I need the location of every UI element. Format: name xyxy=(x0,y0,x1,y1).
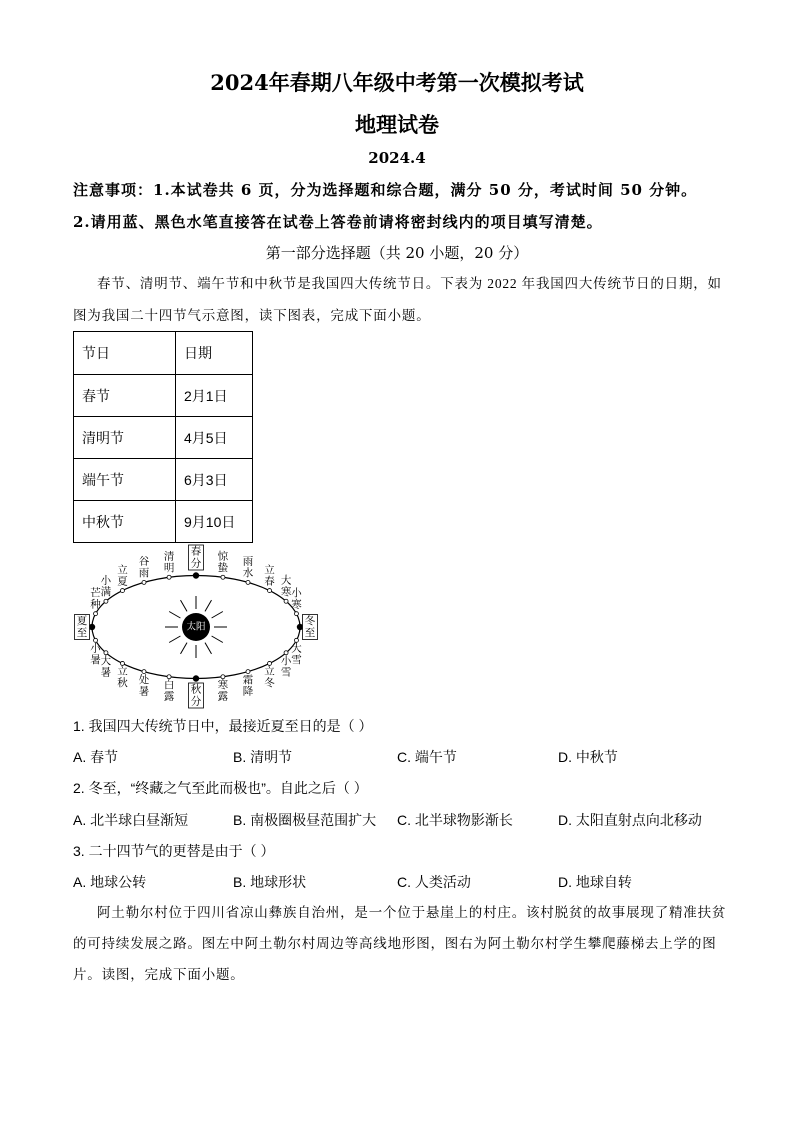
question-1-option-a: A. 春节 xyxy=(73,749,119,765)
major-solar-term-label: 冬至 xyxy=(304,615,316,639)
solar-term-label: 立冬 xyxy=(264,665,275,690)
major-solar-term-label: 秋分 xyxy=(190,683,202,708)
notes-line-2: 2.请用蓝、黑色水笔直接答在试卷上答卷前请将密封线内的项目填写清楚。 xyxy=(73,213,603,231)
solar-term-label: 霜降 xyxy=(242,673,254,698)
table-row xyxy=(74,375,253,417)
solar-term-label: 大暑 xyxy=(100,654,112,679)
table-cell-date: 9月10日 xyxy=(176,501,253,543)
question-2-option-b: B. 南极圈极昼范围扩大 xyxy=(233,812,377,828)
question-2-option-c: C. 北半球物影渐长 xyxy=(397,812,513,828)
question-1-option-d: D. 中秋节 xyxy=(558,749,618,765)
table-header-row xyxy=(74,332,253,375)
solar-term-label: 立夏 xyxy=(117,563,128,588)
major-solar-term-label: 春分 xyxy=(190,545,202,570)
solar-term-label: 大雪 xyxy=(291,642,302,667)
question-3-option-a: A. 地球公转 xyxy=(73,874,147,890)
question-2-option-a: A. 北半球白昼渐短 xyxy=(73,812,189,828)
major-solar-term-label: 夏至 xyxy=(76,615,88,639)
term-point xyxy=(94,612,98,616)
notes-line-1: 注意事项：1.本试卷共 6 页，分为选择题和综合题，满分 50 分，考试时间 50 分钟。 xyxy=(73,181,698,199)
solar-term-label: 小雪 xyxy=(280,654,292,679)
section-title: 第一部分选择题（共 20 小题，20 分） xyxy=(265,244,529,262)
sun-ray xyxy=(169,636,180,643)
solar-term-label: 立春 xyxy=(264,563,275,588)
exam-date: 2024.4 xyxy=(368,149,426,167)
question-3-stem: 3. 二十四节气的更替是由于（ ） xyxy=(73,843,275,859)
table-cell-festival: 中秋节 xyxy=(74,501,176,543)
solar-term-label: 清明 xyxy=(163,550,175,575)
intro1-line-2: 图为我国二十四节气示意图，读下图表，完成下面小题。 xyxy=(73,308,431,323)
table-row xyxy=(74,501,253,543)
term-point xyxy=(294,612,298,616)
question-2-option-d: D. 太阳直射点向北移动 xyxy=(558,812,702,828)
solar-term-label: 小满 xyxy=(100,574,112,599)
sun-label: 太阳 xyxy=(186,621,206,633)
question-3-option-c: C. 人类活动 xyxy=(397,874,471,890)
table-cell-date: 4月5日 xyxy=(176,417,253,459)
sun-ray xyxy=(205,600,212,611)
solar-term-label: 寒露 xyxy=(217,678,229,703)
solar-term-label: 雨水 xyxy=(242,555,254,580)
exam-title: 2024年春期八年级中考第一次模拟考试 xyxy=(210,70,584,95)
table-header-cell: 日期 xyxy=(176,332,253,375)
intro2-line-2: 的可持续发展之路。图左中阿土勒尔村周边等高线地形图，图右为阿土勒尔村学生攀爬藤梯去上学的图 xyxy=(73,936,717,951)
table-cell-date: 6月3日 xyxy=(176,459,253,501)
solar-term-label: 谷雨 xyxy=(138,555,150,580)
subject-title: 地理试卷 xyxy=(355,112,439,137)
question-1-option-b: B. 清明节 xyxy=(233,749,293,765)
term-point xyxy=(246,580,250,584)
intro1-line-1: 春节、清明节、端午节和中秋节是我国四大传统节日。下表为 2022 年我国四大传统节日的日期，如 xyxy=(97,276,722,291)
solar-term-label: 处暑 xyxy=(138,673,150,698)
festival-date-table xyxy=(73,331,253,543)
sun-ray xyxy=(169,612,180,619)
question-1-option-c: C. 端午节 xyxy=(397,749,457,765)
term-point xyxy=(120,589,124,593)
table-cell-festival: 春节 xyxy=(74,375,176,417)
table-row xyxy=(74,417,253,459)
table-cell-date: 2月1日 xyxy=(176,375,253,417)
term-point xyxy=(104,599,108,603)
solar-term-label: 白露 xyxy=(163,678,175,703)
sun-ray xyxy=(181,600,188,611)
major-term-point xyxy=(193,572,199,578)
major-term-point xyxy=(193,675,199,681)
table-cell-festival: 端午节 xyxy=(74,459,176,501)
term-point xyxy=(142,580,146,584)
table-cell-festival: 清明节 xyxy=(74,417,176,459)
solar-term-label: 小暑 xyxy=(90,642,101,667)
term-point xyxy=(167,575,171,579)
sun-ray xyxy=(212,612,223,619)
question-2-stem: 2. 冬至，“终藏之气至此而极也”。自此之后（ ） xyxy=(73,780,368,796)
question-3-option-d: D. 地球自转 xyxy=(558,874,632,890)
sun-ray xyxy=(205,643,212,654)
term-point xyxy=(268,589,272,593)
solar-term-label: 小寒 xyxy=(291,586,302,611)
intro2-line-1: 阿土勒尔村位于四川省凉山彝族自治州，是一个位于悬崖上的村庄。该村脱贫的故事展现了精准扶贫 xyxy=(97,905,727,920)
question-3-option-b: B. 地球形状 xyxy=(233,874,307,890)
term-point xyxy=(221,575,225,579)
term-point xyxy=(284,599,288,603)
sun-ray xyxy=(212,636,223,643)
sun-ray xyxy=(181,643,188,654)
question-1-stem: 1. 我国四大传统节日中，最接近夏至日的是（ ） xyxy=(73,718,373,734)
solar-terms-diagram xyxy=(60,538,330,714)
solar-term-label: 立秋 xyxy=(117,665,128,690)
solar-term-label: 惊蛰 xyxy=(217,550,229,575)
solar-term-label: 芒种 xyxy=(90,586,101,611)
table-header-cell: 节日 xyxy=(74,332,176,375)
intro2-line-3: 片。读图，完成下面小题。 xyxy=(73,967,245,982)
solar-term-label: 大寒 xyxy=(280,574,292,599)
table-row xyxy=(74,459,253,501)
